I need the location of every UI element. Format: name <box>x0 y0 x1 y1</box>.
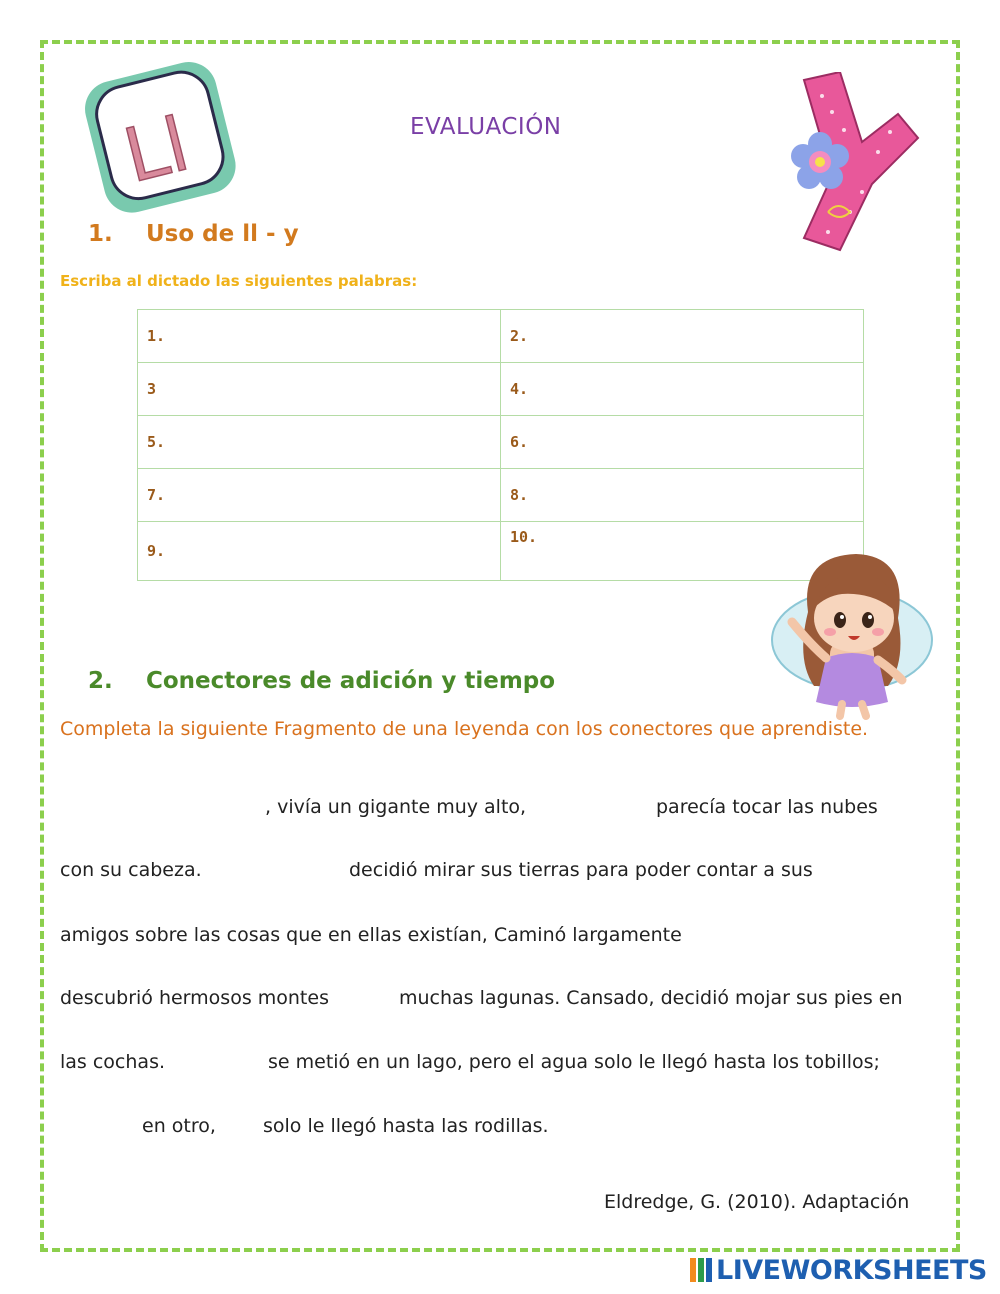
passage-text: descubrió hermosos montes <box>60 987 329 1009</box>
liveworksheets-logo-icon <box>690 1258 712 1282</box>
section-2-title: Conectores de adición y tiempo <box>146 668 556 694</box>
answer-cell[interactable]: 4. <box>501 363 864 416</box>
section-1-heading <box>88 221 299 247</box>
passage-text: amigos sobre las cosas que en ellas existían, Caminó largamente <box>60 924 682 946</box>
passage-text: solo le llegó hasta las rodillas. <box>263 1115 549 1137</box>
y-letter-decoration <box>770 72 940 252</box>
page-title: EVALUACIÓN <box>410 114 562 140</box>
passage-text: decidió mirar sus tierras para poder contar a sus <box>349 859 813 881</box>
passage-text: en otro, <box>142 1115 216 1137</box>
answer-cell[interactable]: 10. <box>501 522 864 581</box>
answer-cell[interactable]: 9. <box>138 522 501 581</box>
answer-cell[interactable]: 2. <box>501 310 864 363</box>
passage-text: muchas lagunas. Cansado, decidió mojar sus pies en <box>399 987 903 1009</box>
girl-illustration <box>770 552 940 720</box>
table-row <box>138 522 864 581</box>
section-1-number: 1. <box>88 221 113 247</box>
dictation-table <box>137 309 864 581</box>
liveworksheets-brand[interactable]: LIVEWORKSHEETS <box>716 1255 987 1286</box>
passage-text: con su cabeza. <box>60 859 202 881</box>
logo-letters: Ll <box>116 101 197 200</box>
connectors-instruction: Completa la siguiente Fragmento de una leyenda con los conectores que aprendiste. <box>60 718 869 740</box>
answer-cell[interactable]: 8. <box>501 469 864 522</box>
table-row <box>138 363 864 416</box>
section-2-heading <box>88 668 555 694</box>
answer-cell[interactable]: 1. <box>138 310 501 363</box>
section-2-number: 2. <box>88 668 113 694</box>
citation: Eldredge, G. (2010). Adaptación <box>604 1191 910 1213</box>
table-row <box>138 416 864 469</box>
answer-cell[interactable]: 5. <box>138 416 501 469</box>
ll-letter-logo <box>82 62 242 217</box>
passage-text: las cochas. <box>60 1051 166 1073</box>
answer-cell[interactable]: 6. <box>501 416 864 469</box>
answer-cell[interactable]: 7. <box>138 469 501 522</box>
table-row <box>138 310 864 363</box>
answer-cell[interactable]: 3 <box>138 363 501 416</box>
passage-text: parecía tocar las nubes <box>656 796 878 818</box>
section-1-title: Uso de ll - y <box>146 221 299 247</box>
table-row <box>138 469 864 522</box>
passage-text: se metió en un lago, pero el agua solo le llegó hasta los tobillos; <box>268 1051 880 1073</box>
passage-text: , vivía un gigante muy alto, <box>265 796 527 818</box>
dictation-instruction: Escriba al dictado las siguientes palabras: <box>60 272 418 290</box>
